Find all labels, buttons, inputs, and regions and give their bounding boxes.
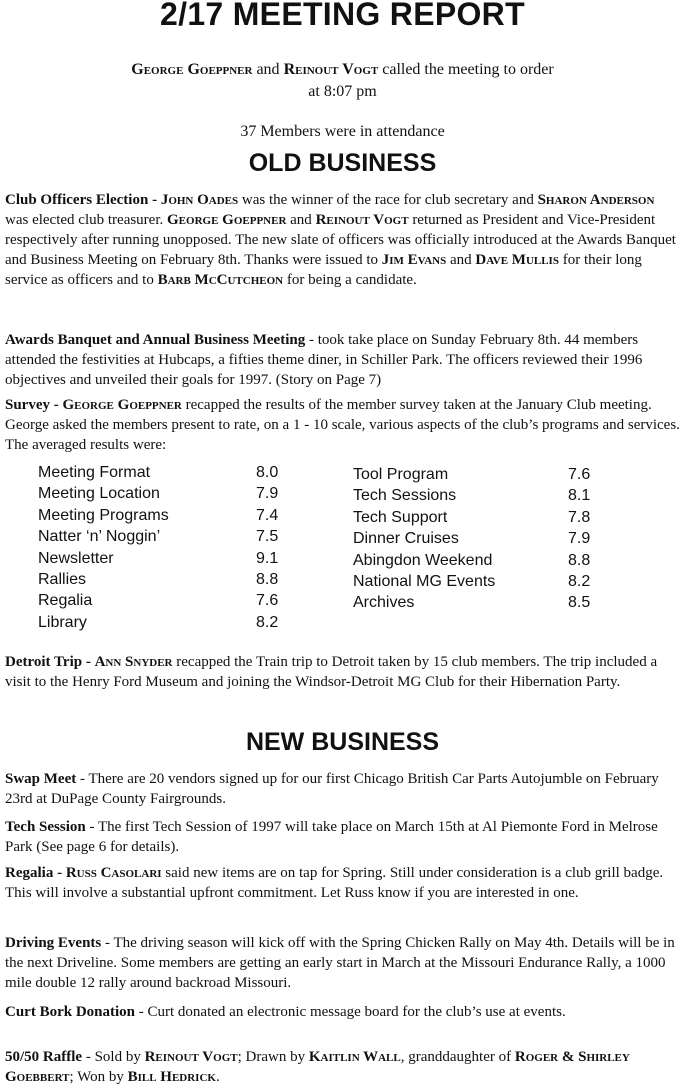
survey-item-score: 9.1 [256,549,279,567]
survey-row [38,505,308,526]
new-business-heading: NEW BUSINESS [245,728,440,756]
survey-row [353,485,623,506]
item-text: for their long service as officers and to [5,252,642,288]
survey-row [353,550,623,571]
item-text: recapped the results of the member survey taken at the January Club meeting. George asked the members present to rate, on a 1 - 10 scale, various aspects of the club’s programs and services. The averaged results were: [5,397,680,453]
survey-item-name: Archives [353,594,415,612]
item-label: Swap Meet [5,771,77,787]
survey-item-name: Natter ‘n’ Noggin’ [38,528,161,546]
person-name: Barb McCutcheon [157,272,284,288]
survey-item-score: 7.4 [256,506,279,524]
survey-item-name: Library [38,613,87,631]
survey-item-name: Abingdon Weekend [353,551,493,569]
item-text: . [215,1069,220,1085]
item-label: Regalia - [5,865,63,881]
president-name: George Goeppner [131,61,253,78]
item-text: was the winner of the race for club secretary and [238,192,538,208]
person-name: John Oades [160,192,239,208]
survey-row [38,590,308,611]
item-label: Detroit Trip - [5,654,91,670]
survey-results-left [38,462,308,633]
survey-item-name: Rallies [38,570,87,588]
person-name: Dave Mullis [475,252,559,268]
person-name: Roger & Shirley Goebbert [5,1049,630,1085]
survey-row [38,612,308,633]
person-name: Reinout Vogt [144,1049,238,1065]
item-label: Survey - [5,397,59,413]
survey-item-name: Tech Sessions [353,487,457,505]
survey-item-score: 8.0 [256,464,279,481]
survey-item-score: 8.2 [256,613,279,631]
item-label: Tech Session [5,819,86,835]
person-name: Sharon Anderson [537,192,655,208]
survey-row [38,526,308,547]
survey-row [38,483,308,504]
survey-row [38,548,308,569]
item-text: and [286,212,316,228]
survey-item-name: Tech Support [353,508,448,526]
item-text: recapped the Train trip to Detroit taken by 15 club members. The trip included a visit to the Henry Ford Museum and joining the Windsor-Detroit MG Club for their Hibernation Party. [5,654,658,690]
item-text: for being a candidate. [283,272,417,288]
attendance: 37 Members were in attendance [240,123,445,140]
survey-item-name: Newsletter [38,549,114,567]
call-to-order [0,59,685,103]
item-text: - The driving season will kick off with the Spring Chicken Rally on May 4th. Details will be in the next Driveline. Some members are getting an early start in March at the Missouri Endurance Rally, a 1000 mile double 12 rally around backroad Missouri. [5,935,675,991]
survey-item-score: 8.1 [568,487,591,505]
survey-item-name: Meeting Format [38,464,151,481]
survey-item-name: Tool Program [353,466,449,483]
survey-item-score: 7.9 [568,530,591,548]
driving-events-item [5,933,681,993]
survey-item-name: Meeting Location [38,485,160,503]
survey-item-name: Regalia [38,592,93,610]
curt-bork-donation-item [5,1002,681,1022]
item-text: said new items are on tap for Spring. Still under consideration is a club grill badge. This will involve a substantial upfront commitment. Let Russ know if you are interested in one. [5,865,664,901]
survey-results-right [353,464,623,614]
survey-item [5,395,681,455]
survey-row [353,464,623,485]
officers-election-item [5,190,681,290]
survey-item-score: 7.9 [256,485,279,503]
call-to-order-text: called the meeting to order [378,61,554,78]
awards-banquet-item [5,330,681,390]
item-text: , granddaughter of [400,1049,515,1065]
person-name: Kaitlin Wall [308,1049,401,1065]
survey-row [38,569,308,590]
item-label: Club Officers Election - [5,192,158,208]
item-text: and [446,252,476,268]
call-to-order-time: at 8:07 pm [308,83,377,100]
survey-item-score: 8.5 [568,594,591,612]
person-name: Reinout Vogt [315,212,409,228]
survey-item-name: National MG Events [353,572,496,590]
survey-item-score: 7.5 [256,528,279,546]
person-name: Ann Snyder [94,654,173,670]
person-name: George Goeppner [62,397,182,413]
person-name: George Goeppner [167,212,287,228]
survey-item-score: 7.6 [568,466,591,483]
survey-item-score: 8.8 [256,570,279,588]
detroit-trip-item [5,652,681,692]
survey-item-name: Meeting Programs [38,506,169,524]
item-text: - The first Tech Session of 1997 will take place on March 15th at Al Piemonte Ford in Melrose Park (See page 6 for details). [5,819,658,855]
item-text: - There are 20 vendors signed up for our first Chicago British Car Parts Autojumble on February 23rd at DuPage County Fairgrounds. [5,771,659,807]
survey-row [353,528,623,549]
item-label: 50/50 Raffle [5,1049,83,1065]
survey-row [353,571,623,592]
swap-meet-item [5,769,681,809]
item-label: Awards Banquet and Annual Business Meeting [5,332,306,348]
raffle-item [5,1047,681,1087]
person-name: Russ Casolari [65,865,162,881]
survey-item-score: 8.8 [568,551,591,569]
item-text: - Sold by [82,1049,145,1065]
survey-item-score: 7.6 [256,592,279,610]
item-text: was elected club treasurer. [5,212,168,228]
item-text: returned as President and Vice-President respectively after running unopposed. The new slate of officers was officially introduced at the Awards Banquet and Business Meeting on February 8th. Thanks were issued to [5,212,676,268]
item-text: ; Drawn by [237,1049,309,1065]
survey-row [353,507,623,528]
survey-item-name: Dinner Cruises [353,530,459,548]
person-name: Bill Hedrick [127,1069,216,1085]
vice-president-name: Reinout Vogt [283,61,379,78]
item-label: Curt Bork Donation [5,1004,136,1020]
survey-item-score: 8.2 [568,572,591,590]
survey-row [38,462,308,483]
survey-item-score: 7.8 [568,508,591,526]
call-to-order-and: and [252,61,284,78]
survey-row [353,592,623,613]
regalia-item [5,863,681,903]
item-text: - Curt donated an electronic message board for the club’s use at events. [135,1004,566,1020]
person-name: Jim Evans [381,252,447,268]
item-text: ; Won by [69,1069,128,1085]
old-business-heading: OLD BUSINESS [248,149,437,177]
item-label: Driving Events [5,935,102,951]
tech-session-item [5,817,681,857]
page-title: 2/17 MEETING REPORT [160,0,525,32]
item-text: - took take place on Sunday February 8th. 44 members attended the festivities at Hubcaps, a fifties theme diner, in Schiller Park. The officers reviewed their 1996 objectives and unveiled their goals for 1997. (Story on Page 7) [5,332,643,388]
